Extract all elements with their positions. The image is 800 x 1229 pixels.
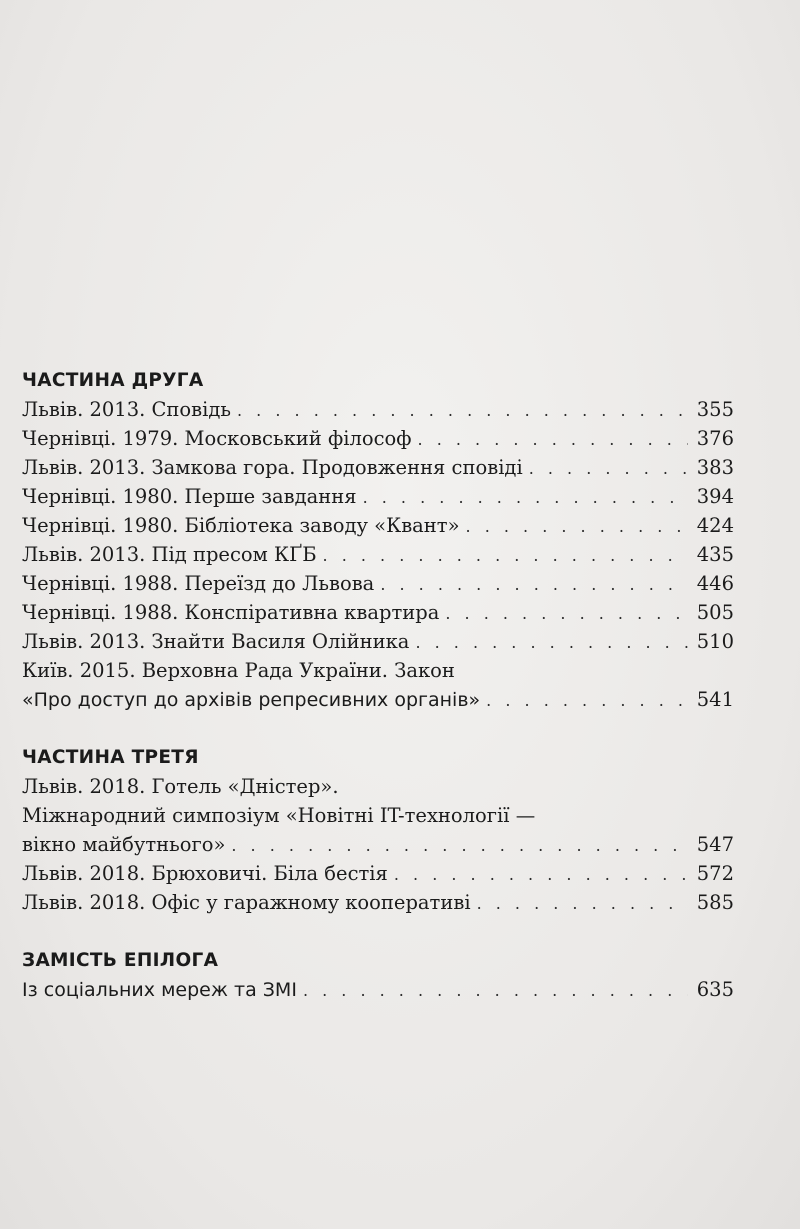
- leader-dots: [303, 976, 688, 1005]
- toc-section-part-three: [22, 743, 734, 917]
- toc-entry: [22, 540, 734, 569]
- leader-dots: [231, 831, 688, 860]
- toc-entry: [22, 685, 734, 714]
- entry-page: 505: [696, 601, 734, 624]
- toc-entry: [22, 598, 734, 627]
- entry-title: Міжнародний симпозіум «Новітні IT-технології —: [22, 804, 536, 827]
- leader-dots: [477, 889, 688, 918]
- toc-entry-continued: [22, 801, 734, 830]
- toc-entry: [22, 424, 734, 453]
- section-heading: ЧАСТИНА ДРУГА: [22, 370, 204, 391]
- leader-dots: [415, 628, 688, 657]
- leader-dots: [237, 396, 688, 425]
- toc-entry: [22, 482, 734, 511]
- entry-title: вікно майбутнього»: [22, 833, 226, 856]
- leader-dots: [418, 425, 688, 454]
- entry-page: 424: [696, 514, 734, 537]
- toc-entry: [22, 627, 734, 656]
- entry-title: Із соціальних мереж та ЗМІ: [22, 979, 297, 1001]
- entry-page: 376: [696, 427, 734, 450]
- entry-page: 635: [696, 978, 734, 1001]
- toc-entry: [22, 453, 734, 482]
- leader-dots: [363, 483, 688, 512]
- entry-title: Чернівці. 1988. Переїзд до Львова: [22, 572, 375, 595]
- leader-dots: [445, 599, 688, 628]
- leader-dots: [466, 512, 688, 541]
- leader-dots: [529, 454, 688, 483]
- entry-title: Львів. 2018. Готель «Дністер».: [22, 775, 339, 798]
- toc-entry: [22, 975, 734, 1004]
- toc-entry-continued: [22, 656, 734, 685]
- entry-title: Львів. 2013. Знайти Василя Олійника: [22, 630, 410, 653]
- entry-page: 572: [696, 862, 734, 885]
- entry-title: Чернівці. 1979. Московський філософ: [22, 427, 412, 450]
- entry-title: Львів. 2018. Офіс у гаражному кооперативі: [22, 891, 471, 914]
- toc-entry-continued: [22, 772, 734, 801]
- entry-page: 547: [696, 833, 734, 856]
- entry-title: «Про доступ до архівів репресивних органів»: [22, 689, 481, 711]
- entry-title: Чернівці. 1980. Перше завдання: [22, 485, 357, 508]
- toc-entry: [22, 395, 734, 424]
- entry-title: Львів. 2018. Брюховичі. Біла бестія: [22, 862, 388, 885]
- toc-section-instead-of-epilogue: [22, 946, 734, 1004]
- toc-entry: [22, 569, 734, 598]
- toc-entry: [22, 859, 734, 888]
- entry-title: Київ. 2015. Верховна Рада України. Закон: [22, 659, 455, 682]
- entry-title: Львів. 2013. Під пресом КҐБ: [22, 543, 317, 566]
- entry-page: 585: [696, 891, 734, 914]
- entry-page: 446: [696, 572, 734, 595]
- toc-entry: [22, 888, 734, 917]
- leader-dots: [323, 541, 688, 570]
- entry-title: Чернівці. 1988. Конспіративна квартира: [22, 601, 440, 624]
- entry-title: Чернівці. 1980. Бібліотека заводу «Квант»: [22, 514, 460, 537]
- entry-page: 394: [696, 485, 734, 508]
- toc-entry: [22, 511, 734, 540]
- entry-title: Львів. 2013. Сповідь: [22, 398, 231, 421]
- entry-page: 435: [696, 543, 734, 566]
- leader-dots: [486, 686, 688, 715]
- entry-page: 541: [696, 688, 734, 711]
- leader-dots: [380, 570, 688, 599]
- entry-page: 355: [696, 398, 734, 421]
- toc-entry: [22, 830, 734, 859]
- entry-page: 510: [696, 630, 734, 653]
- toc-section-part-two: [22, 366, 734, 714]
- entry-page: 383: [696, 456, 734, 479]
- leader-dots: [394, 860, 688, 889]
- section-heading: ЧАСТИНА ТРЕТЯ: [22, 747, 199, 768]
- section-heading: ЗАМІСТЬ ЕПІЛОГА: [22, 950, 219, 971]
- entry-title: Львів. 2013. Замкова гора. Продовження сповіді: [22, 456, 523, 479]
